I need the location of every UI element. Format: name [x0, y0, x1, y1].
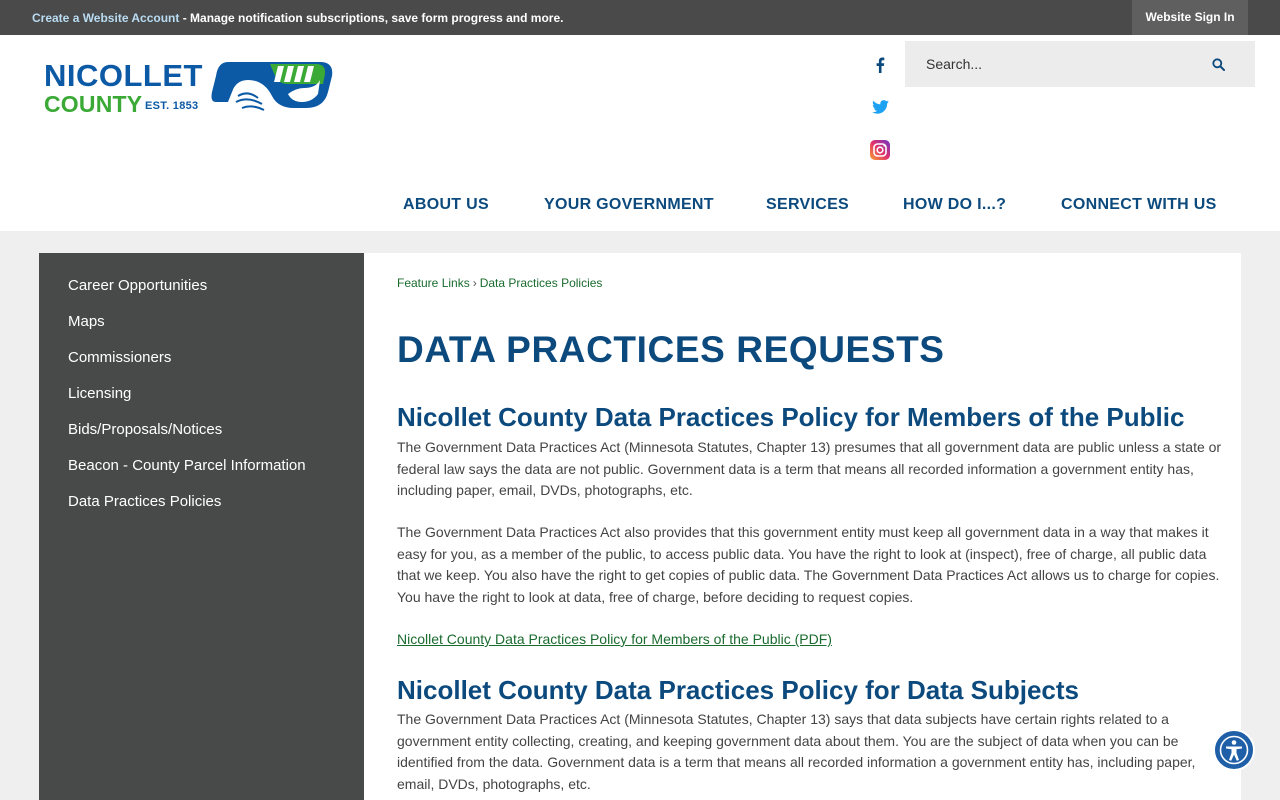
- sidebar-item-beacon-parcel-information[interactable]: Beacon - County Parcel Information: [68, 457, 306, 474]
- sidebar-item-licensing[interactable]: Licensing: [68, 385, 132, 402]
- account-message: [32, 11, 563, 25]
- logo-emblem-icon: [208, 58, 336, 116]
- nav-item-how-do-i[interactable]: HOW DO I...?: [903, 196, 1007, 213]
- search-input[interactable]: [905, 41, 1205, 87]
- search-box: [905, 41, 1255, 87]
- logo-text-county: COUNTY: [44, 91, 143, 117]
- sidebar-item-bids-proposals-notices[interactable]: Bids/Proposals/Notices: [68, 421, 223, 438]
- instagram-link[interactable]: [867, 137, 893, 163]
- section2-paragraph-1: The Government Data Practices Act (Minnesota Statutes, Chapter 13) says that data subjects have certain rights related to a government entity collecting, creating, and keeping government data about them. You are the subject of data when you can be identified from the data. Government data is a term that means all recorded information a government entity has, including paper, email, DVDs, photographs, etc.: [397, 711, 1196, 793]
- twitter-link[interactable]: [867, 94, 893, 120]
- nav-item-your-government[interactable]: YOUR GOVERNMENT: [544, 196, 714, 213]
- twitter-icon: [872, 100, 889, 114]
- facebook-icon: [875, 57, 885, 73]
- logo-text-nicollet: NICOLLET: [44, 58, 203, 93]
- website-sign-in-button[interactable]: Website Sign In: [1132, 0, 1248, 35]
- section-heading-members-of-public: Nicollet County Data Practices Policy for Members of the Public: [397, 402, 1185, 432]
- create-account-link[interactable]: Create a Website Account: [32, 11, 180, 25]
- section1-paragraph-1: The Government Data Practices Act (Minnesota Statutes, Chapter 13) presumes that all government data are public unless a state or federal law says the data are not public. Government data is a term that means all recorded information a government entity has, including paper, email, DVDs, photographs, etc.: [397, 439, 1222, 499]
- section-heading-data-subjects: Nicollet County Data Practices Policy for Data Subjects: [397, 675, 1079, 705]
- facebook-link[interactable]: [867, 52, 893, 78]
- accessibility-button[interactable]: [1213, 729, 1255, 771]
- nav-item-services[interactable]: SERVICES: [766, 196, 850, 213]
- main-content: [364, 253, 1241, 800]
- nav-item-about-us[interactable]: ABOUT US: [403, 196, 489, 213]
- members-of-public-policy-pdf-link[interactable]: Nicollet County Data Practices Policy for Members of the Public (PDF): [397, 631, 832, 647]
- sidebar-navigation: [39, 253, 364, 800]
- breadcrumb: [397, 276, 602, 290]
- site-header: [0, 35, 1280, 231]
- section1-paragraph-2: The Government Data Practices Act also provides that this government entity must keep all government data in a way that makes it easy for you, as a member of the public, to access public data. You have the right to look at (inspect), free of charge, all public data that we keep. You also have the right to get copies of public data. The Government Data Practices Act allows us to charge for copies. You have the right to look at data, free of charge, before deciding to request copies.: [397, 524, 1220, 606]
- breadcrumb-feature-links[interactable]: Feature Links: [397, 276, 470, 290]
- sidebar-item-data-practices-policies[interactable]: Data Practices Policies: [68, 493, 222, 510]
- sidebar-item-maps[interactable]: Maps: [68, 313, 105, 330]
- instagram-icon: [870, 140, 890, 160]
- breadcrumb-data-practices-policies[interactable]: Data Practices Policies: [479, 276, 603, 290]
- page-title: DATA PRACTICES REQUESTS: [397, 329, 945, 370]
- logo-text-est: EST. 1853: [145, 100, 199, 112]
- breadcrumb-separator: ›: [472, 276, 477, 290]
- sidebar-item-career-opportunities[interactable]: Career Opportunities: [68, 277, 208, 294]
- sidebar-item-commissioners[interactable]: Commissioners: [68, 349, 172, 366]
- search-button[interactable]: [1207, 53, 1229, 75]
- county-logo[interactable]: [42, 58, 337, 123]
- search-icon: [1212, 58, 1225, 71]
- top-notification-bar: [0, 0, 1280, 35]
- nav-item-connect-with-us[interactable]: CONNECT WITH US: [1061, 196, 1217, 213]
- main-navigation: [0, 193, 1280, 217]
- accessibility-icon: [1219, 735, 1249, 765]
- account-message-text: - Manage notification subscriptions, save form progress and more.: [179, 11, 564, 25]
